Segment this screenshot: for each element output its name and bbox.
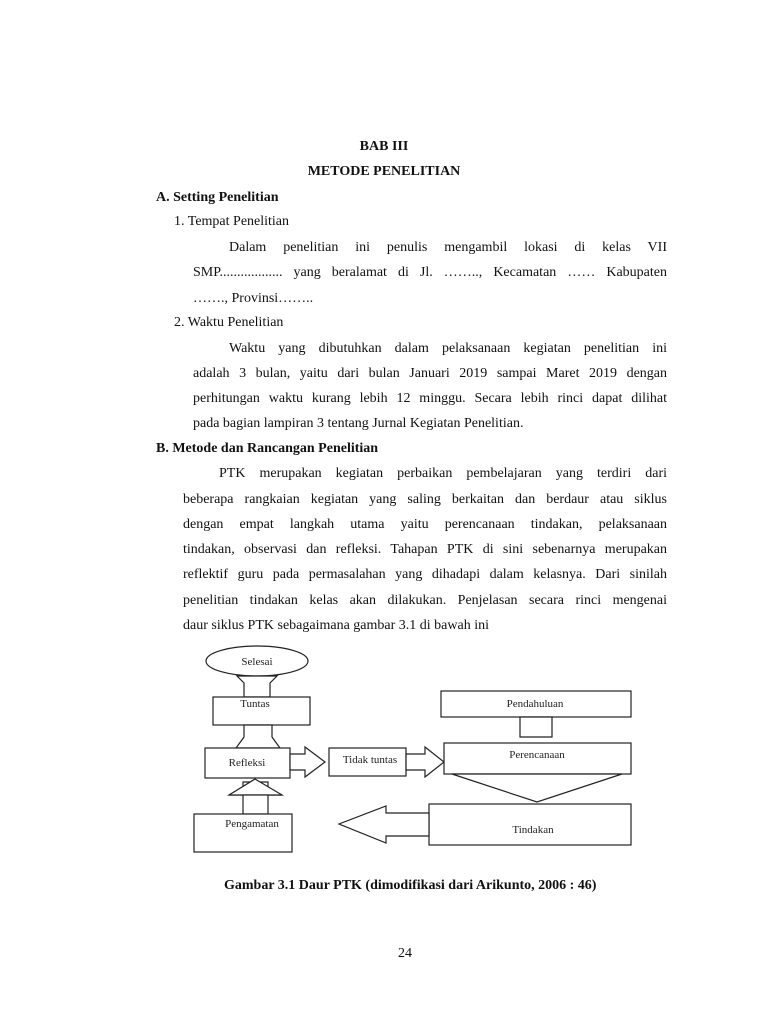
chapter-title: BAB III (359, 139, 409, 154)
section-b-line-7: daur siklus PTK sebagaimana gambar 3.1 di bawah ini (183, 618, 489, 633)
tindakan-label: Tindakan (512, 824, 554, 836)
figure-caption: Gambar 3.1 Daur PTK (dimodifikasi dari Arikunto, 2006 : 46) (224, 878, 597, 893)
item-1-label: 1. Tempat Penelitian (174, 214, 290, 229)
pendahuluan-label: Pendahuluan (506, 698, 564, 710)
section-b-line-1: PTK merupakan kegiatan perbaikan pembelajaran yang terdiri dari (219, 466, 667, 481)
item-1-line-2: SMP.................. yang beralamat di Jl. …….., Kecamatan …… Kabupaten (193, 265, 667, 280)
item-1-line-3: ……., Provinsi…….. (193, 291, 314, 306)
refleksi-label: Refleksi (228, 757, 266, 769)
item-2-line-2: adalah 3 bulan, yaitu dari bulan Januari 2019 sampai Maret 2019 dengan (193, 366, 667, 381)
item-2-label: 2. Waktu Penelitian (174, 315, 284, 330)
section-b-line-5: reflektif guru pada permasalahan yang dihadapi dalam kelasnya. Dari sinilah (183, 567, 667, 582)
page-number: 24 (398, 946, 412, 961)
chapter-subtitle: METODE PENELITIAN (307, 164, 461, 179)
arrow-tidak-tuntas-to-perencanaan (406, 747, 444, 777)
pengamatan-label: Pengamatan (225, 818, 279, 830)
perencanaan-label: Perencanaan (509, 749, 565, 761)
section-b-line-6: penelitian tindakan kelas akan dilakukan. Penjelasan secara rinci mengenai (183, 593, 667, 608)
item-2-line-4: pada bagian lampiran 3 tentang Jurnal Kegiatan Penelitian. (193, 416, 524, 431)
arrow-perencanaan-to-tindakan (452, 774, 622, 802)
arrow-tuntas-to-selesai (237, 676, 277, 697)
arrow-tindakan-to-pengamatan (339, 806, 429, 843)
item-2-line-3: perhitungan waktu kurang lebih 12 minggu. Secara lebih rinci dapat dilihat (193, 391, 667, 406)
section-b-heading: B. Metode dan Rancangan Penelitian (156, 441, 379, 456)
tidak-tuntas-label: Tidak tuntas (342, 754, 398, 766)
selesai-label: Selesai (241, 656, 273, 668)
item-1-line-1: Dalam penelitian ini penulis mengambil lokasi di kelas VII (229, 240, 667, 255)
item-2-line-1: Waktu yang dibutuhkan dalam pelaksanaan kegiatan penelitian ini (229, 341, 667, 356)
section-b-line-2: beberapa rangkaian kegiatan yang saling berkaitan dan berdaur atau siklus (183, 492, 667, 507)
arrow-refleksi-to-tidak-tuntas (290, 747, 325, 777)
tuntas-label: Tuntas (240, 698, 270, 710)
section-a-heading: A. Setting Penelitian (156, 190, 279, 205)
section-b-line-4: tindakan, observasi dan refleksi. Tahapan PTK di sini sebenarnya merupakan (183, 542, 667, 557)
arrow-refleksi-to-tuntas (236, 725, 280, 748)
section-b-line-3: dengan empat langkah utama yaitu perencanaan tindakan, pelaksanaan (183, 517, 667, 532)
